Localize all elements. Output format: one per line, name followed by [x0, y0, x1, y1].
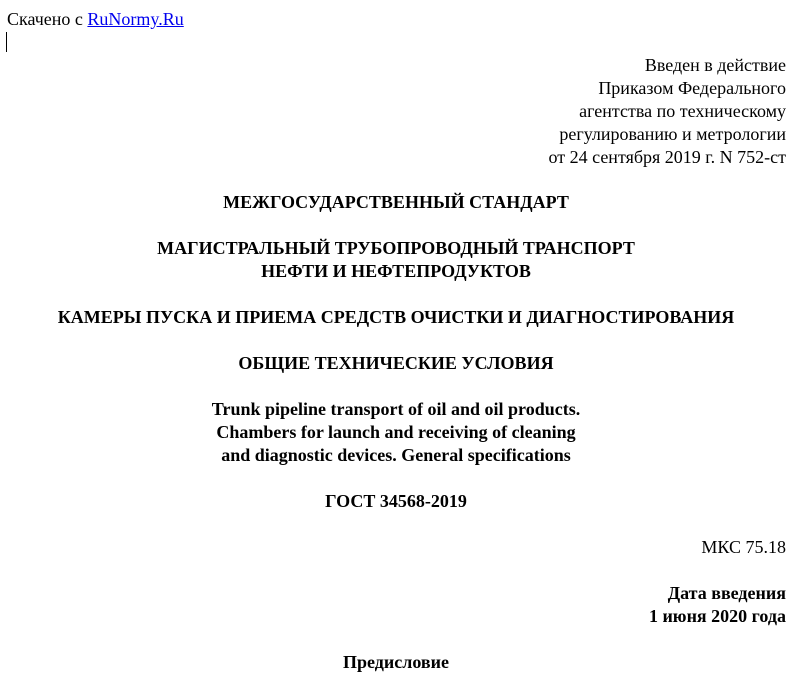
- title-ru-line: МАГИСТРАЛЬНЫЙ ТРУБОПРОВОДНЫЙ ТРАНСПОРТ: [157, 238, 635, 258]
- enactment-line: Приказом Федерального: [598, 78, 786, 98]
- enactment-line: Введен в действие: [644, 55, 786, 75]
- mks-code: МКС 75.18: [701, 537, 786, 557]
- source-link[interactable]: RuNormy.Ru: [87, 9, 184, 29]
- title-ru-line: ОБЩИЕ ТЕХНИЧЕСКИЕ УСЛОВИЯ: [238, 353, 554, 373]
- title-en-line: Chambers for launch and receiving of cleaning: [216, 422, 576, 442]
- title-ru-line: КАМЕРЫ ПУСКА И ПРИЕМА СРЕДСТВ ОЧИСТКИ И ДИАГНОСТИРОВАНИЯ: [57, 307, 735, 327]
- standard-type-text: МЕЖГОСУДАРСТВЕННЫЙ СТАНДАРТ: [223, 192, 569, 212]
- enactment-line: от 24 сентября 2019 г. N 752-ст: [548, 147, 786, 167]
- intro-date-label: Дата введения: [667, 583, 786, 603]
- gost-number: [0, 490, 792, 513]
- title-ru-line: НЕФТИ И НЕФТЕПРОДУКТОВ: [261, 261, 531, 281]
- foreword-heading: [0, 651, 792, 674]
- title-en-line: Trunk pipeline transport of oil and oil products.: [211, 399, 581, 419]
- standard-type: [0, 191, 792, 214]
- intro-date-value: 1 июня 2020 года: [648, 606, 786, 626]
- source-line: [7, 8, 184, 31]
- title-en: [0, 398, 792, 467]
- title-ru-subject: [0, 306, 792, 329]
- title-ru-main: [0, 237, 792, 283]
- enactment-line: регулированию и метрологии: [559, 124, 786, 144]
- title-en-line: and diagnostic devices. General specifications: [221, 445, 571, 465]
- foreword-heading-text: Предисловие: [343, 652, 449, 672]
- gost-number-text: ГОСТ 34568-2019: [325, 491, 467, 511]
- title-ru-general: [0, 352, 792, 375]
- text-cursor: [6, 32, 7, 52]
- enactment-line: агентства по техническому: [579, 101, 786, 121]
- enactment-block: [548, 54, 786, 169]
- source-prefix: Скачено с: [7, 9, 83, 29]
